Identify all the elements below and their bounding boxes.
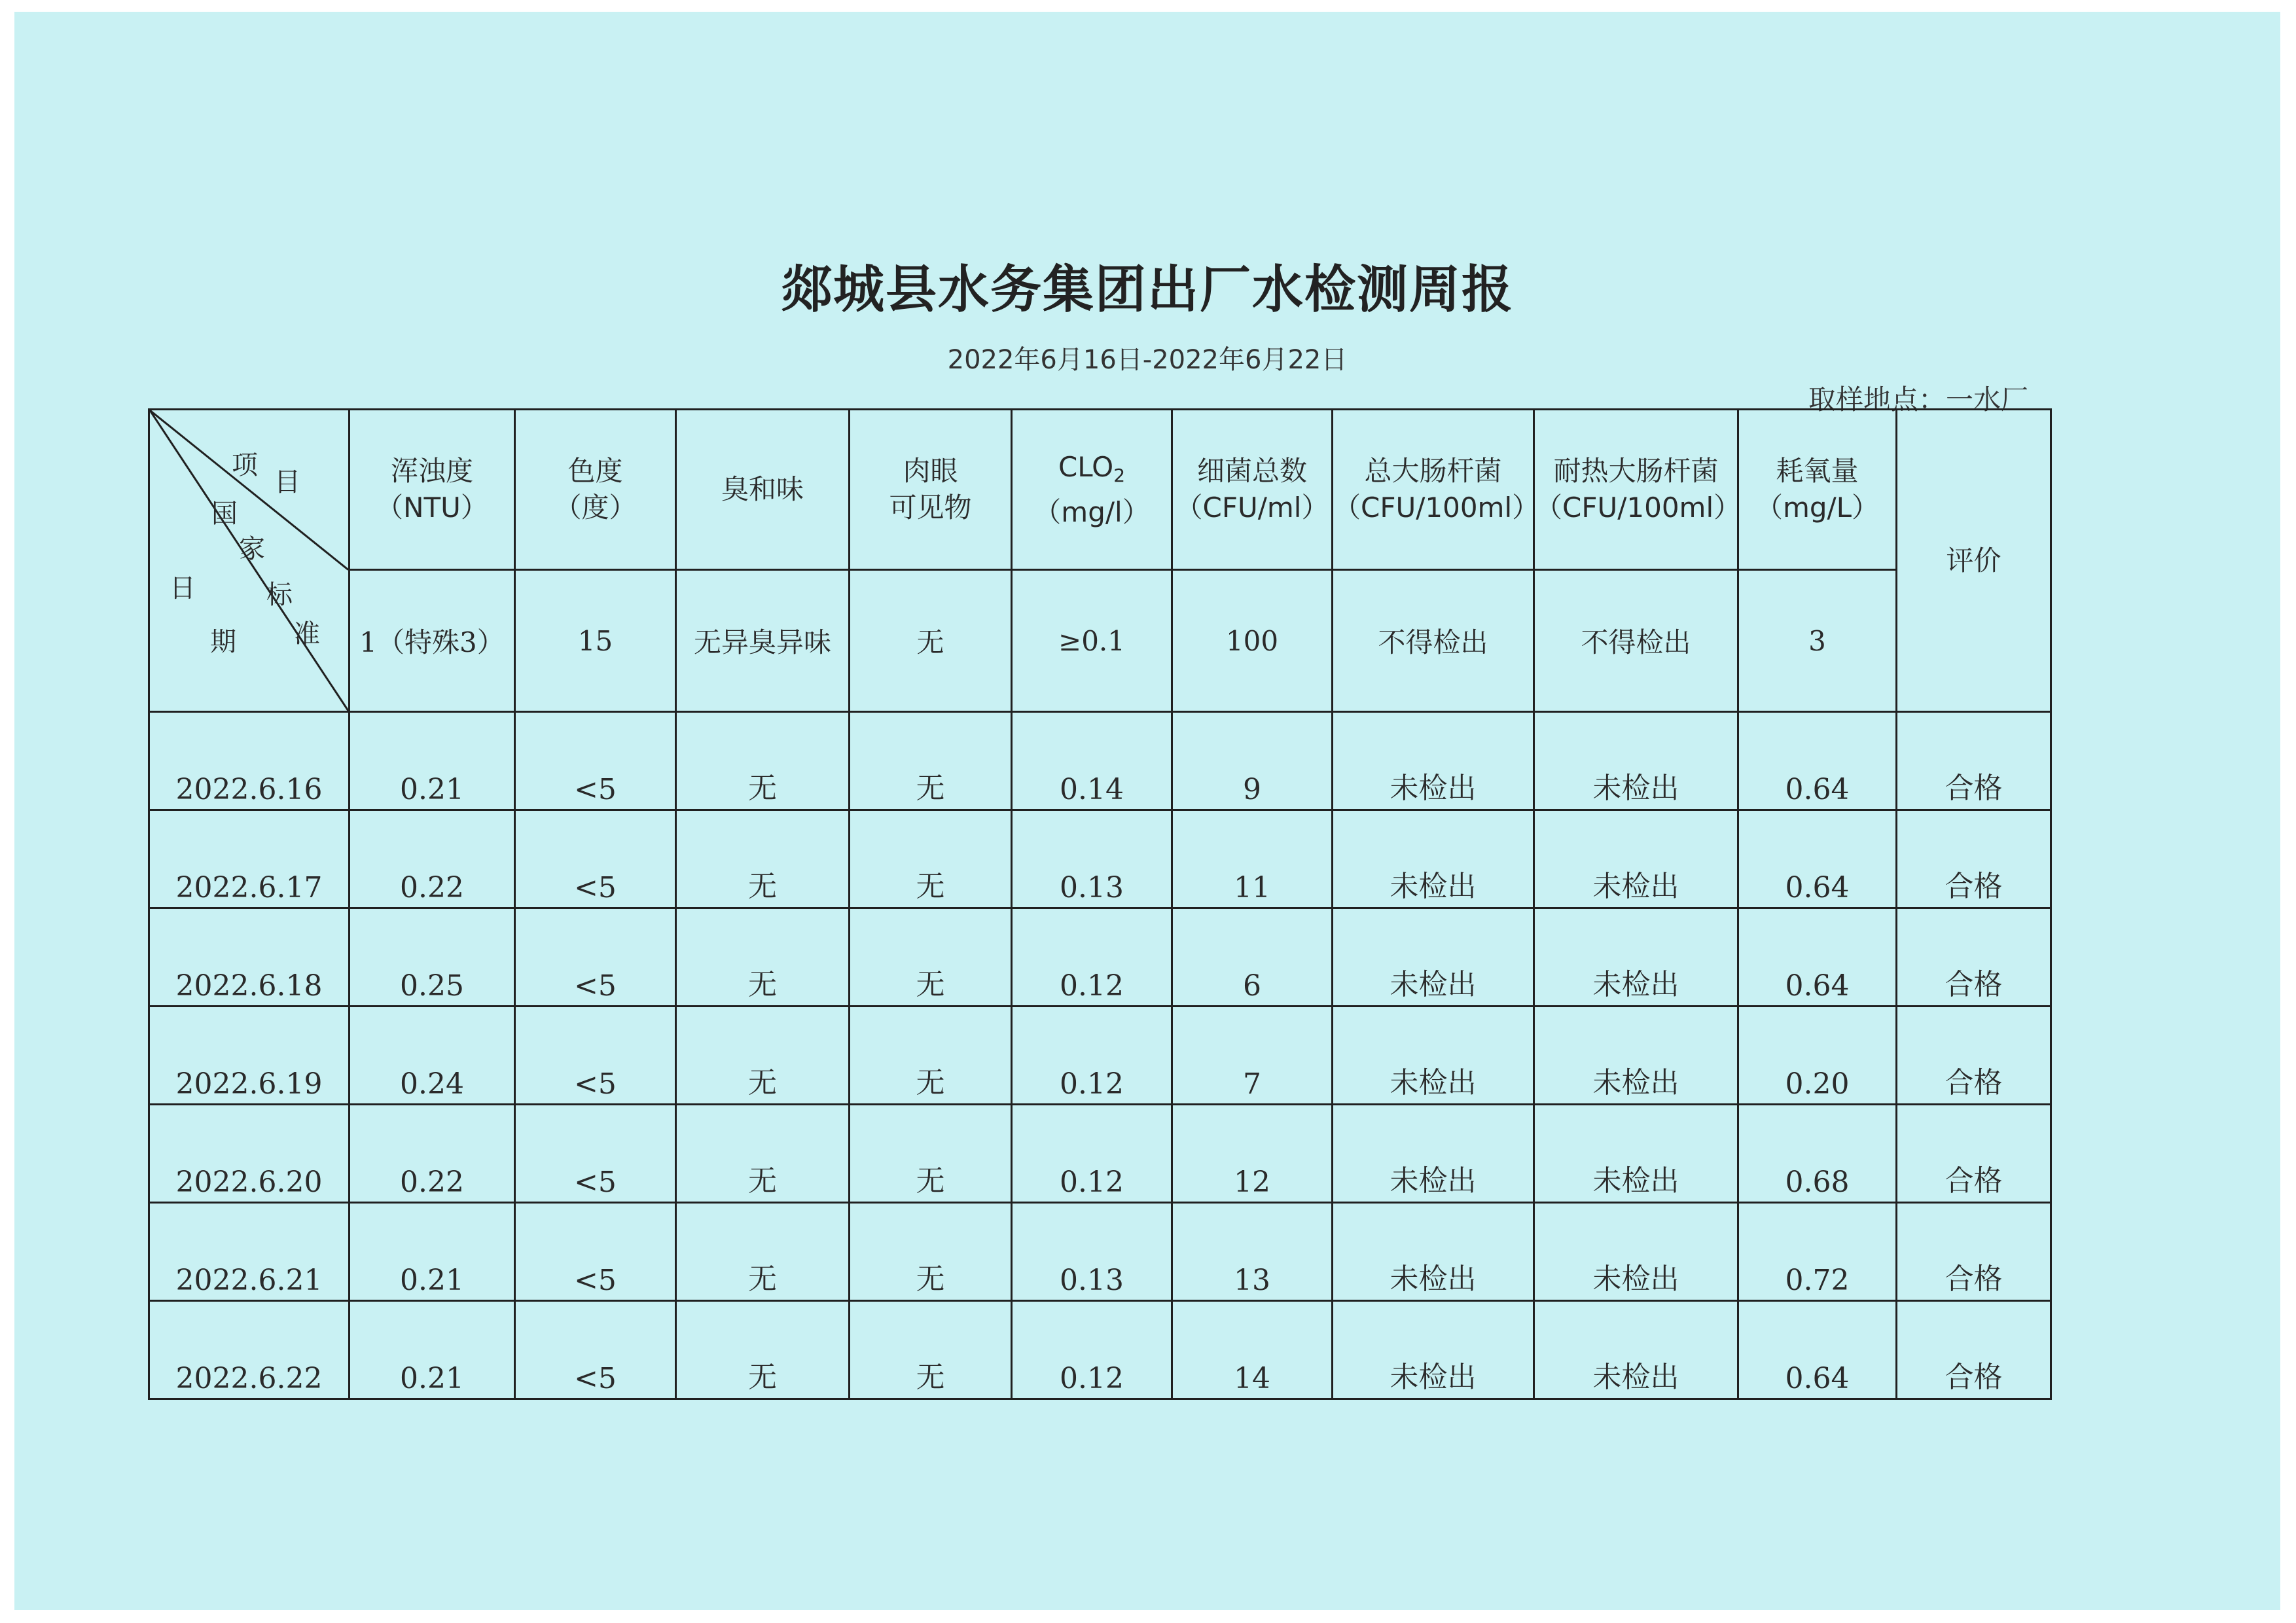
cell-bacteria: 11 [1172, 810, 1333, 908]
cell-color: <5 [515, 908, 676, 1007]
cell-turbidity: 0.25 [350, 908, 515, 1007]
table-row [149, 1203, 2051, 1301]
cell-bacteria: 6 [1172, 908, 1333, 1007]
cell-date: 2022.6.19 [149, 1007, 350, 1105]
corner-item-char: 目 [274, 467, 300, 497]
cell-visible: 无 [850, 1007, 1012, 1105]
cell-turbidity: 0.21 [350, 712, 515, 810]
cell-bacteria: 13 [1172, 1203, 1333, 1301]
cell-odor: 无 [676, 1105, 850, 1203]
cell-odor: 无 [676, 810, 850, 908]
cell-clo2: 0.14 [1012, 712, 1172, 810]
cell-thermo-coliform: 未检出 [1534, 1301, 1738, 1399]
cell-color: <5 [515, 1007, 676, 1105]
cell-visible: 无 [850, 810, 1012, 908]
cell-bacteria: 9 [1172, 712, 1333, 810]
cell-thermo-coliform: 未检出 [1534, 1007, 1738, 1105]
cell-date: 2022.6.16 [149, 712, 350, 810]
cell-clo2: 0.13 [1012, 1203, 1172, 1301]
cell-odor: 无 [676, 1301, 850, 1399]
cell-evaluation: 合格 [1897, 908, 2051, 1007]
cell-visible: 无 [850, 908, 1012, 1007]
cell-thermo-coliform: 未检出 [1534, 810, 1738, 908]
cell-date: 2022.6.17 [149, 810, 350, 908]
col-header-evaluation: 评价 [1897, 410, 2051, 712]
cell-odor: 无 [676, 908, 850, 1007]
cell-evaluation: 合格 [1897, 1105, 2051, 1203]
cell-color: <5 [515, 712, 676, 810]
standard-value: 无异臭异味 [676, 570, 850, 712]
cell-coliform: 未检出 [1333, 712, 1534, 810]
corner-date-char: 期 [210, 627, 236, 657]
cell-turbidity: 0.22 [350, 810, 515, 908]
corner-standard-char: 标 [266, 580, 293, 610]
standard-value: 15 [515, 570, 676, 712]
corner-standard-char: 准 [294, 619, 320, 649]
corner-standard-char: 家 [239, 534, 265, 564]
col-name: 肉眼 [903, 455, 958, 487]
col-name: 浑浊度 [390, 455, 473, 487]
cell-color: <5 [515, 810, 676, 908]
cell-coliform: 未检出 [1333, 1203, 1534, 1301]
water-quality-table [148, 408, 2052, 1400]
col-header-thermo-coliform [1534, 410, 1742, 570]
cell-date: 2022.6.20 [149, 1105, 350, 1203]
col-name: 臭和味 [721, 473, 804, 505]
standard-value: 无 [850, 570, 1012, 712]
standard-value: 100 [1172, 570, 1333, 712]
cell-turbidity: 0.21 [350, 1203, 515, 1301]
cell-coliform: 未检出 [1333, 908, 1534, 1007]
standard-row [149, 570, 2051, 712]
col-unit: 可见物 [889, 491, 972, 524]
cell-evaluation: 合格 [1897, 810, 2051, 908]
cell-color: <5 [515, 1105, 676, 1203]
cell-cod: 0.64 [1738, 712, 1897, 810]
cell-evaluation: 合格 [1897, 1007, 2051, 1105]
cell-visible: 无 [850, 1301, 1012, 1399]
cell-cod: 0.64 [1738, 1301, 1897, 1399]
cell-cod: 0.72 [1738, 1203, 1897, 1301]
col-name: 耐热大肠杆菌 [1553, 455, 1719, 487]
standard-value: 不得检出 [1534, 570, 1738, 712]
cell-odor: 无 [676, 712, 850, 810]
report-title: 郯城县水务集团出厂水检测周报 [780, 260, 1514, 319]
cell-coliform: 未检出 [1333, 810, 1534, 908]
corner-date-char: 日 [170, 573, 196, 603]
col-header-coliform [1333, 410, 1540, 570]
standard-value: ≥0.1 [1012, 570, 1172, 712]
col-name: 色度 [567, 455, 623, 487]
table-row [149, 810, 2051, 908]
cell-cod: 0.20 [1738, 1007, 1897, 1105]
standard-value: 1（特殊3） [350, 570, 515, 712]
cell-clo2: 0.13 [1012, 810, 1172, 908]
cell-evaluation: 合格 [1897, 712, 2051, 810]
col-subscript: 2 [1113, 464, 1126, 486]
col-unit: （NTU） [376, 491, 488, 524]
report-date-range: 2022年6月16日-2022年6月22日 [947, 345, 1348, 375]
table-row [149, 908, 2051, 1007]
cell-cod: 0.64 [1738, 810, 1897, 908]
col-unit: （mg/L） [1755, 491, 1880, 524]
cell-turbidity: 0.21 [350, 1301, 515, 1399]
cell-evaluation: 合格 [1897, 1203, 2051, 1301]
cell-thermo-coliform: 未检出 [1534, 908, 1738, 1007]
header-row [149, 410, 2051, 570]
cell-bacteria: 12 [1172, 1105, 1333, 1203]
cell-date: 2022.6.18 [149, 908, 350, 1007]
cell-odor: 无 [676, 1007, 850, 1105]
cell-date: 2022.6.22 [149, 1301, 350, 1399]
col-unit: （CFU/100ml） [1535, 491, 1742, 524]
cell-visible: 无 [850, 1105, 1012, 1203]
col-header-turbidity [350, 410, 515, 570]
cell-evaluation: 合格 [1897, 1301, 2051, 1399]
cell-clo2: 0.12 [1012, 1007, 1172, 1105]
cell-turbidity: 0.22 [350, 1105, 515, 1203]
cell-coliform: 未检出 [1333, 1301, 1534, 1399]
cell-clo2: 0.12 [1012, 1105, 1172, 1203]
cell-odor: 无 [676, 1203, 850, 1301]
col-header-clo2 [1012, 410, 1172, 570]
col-name: CLO [1058, 450, 1114, 483]
col-header-odor [676, 410, 850, 570]
cell-cod: 0.64 [1738, 908, 1897, 1007]
col-header-color [515, 410, 676, 570]
cell-visible: 无 [850, 1203, 1012, 1301]
cell-coliform: 未检出 [1333, 1007, 1534, 1105]
col-unit: （CFU/ml） [1175, 491, 1329, 524]
col-unit: （mg/l） [1033, 495, 1150, 528]
cell-color: <5 [515, 1203, 676, 1301]
table-row [149, 1105, 2051, 1203]
cell-thermo-coliform: 未检出 [1534, 1105, 1738, 1203]
col-unit: （度） [554, 491, 637, 524]
col-header-cod [1738, 410, 1897, 570]
cell-visible: 无 [850, 712, 1012, 810]
sampling-location: 取样地点：一水厂 [1808, 383, 2028, 416]
corner-item-char: 项 [232, 450, 258, 480]
col-header-bacteria [1172, 410, 1333, 570]
cell-clo2: 0.12 [1012, 908, 1172, 1007]
col-name: 耗氧量 [1776, 455, 1859, 487]
cell-thermo-coliform: 未检出 [1534, 1203, 1738, 1301]
cell-bacteria: 7 [1172, 1007, 1333, 1105]
table-row [149, 712, 2051, 810]
table-row [149, 1301, 2051, 1399]
cell-date: 2022.6.21 [149, 1203, 350, 1301]
cell-coliform: 未检出 [1333, 1105, 1534, 1203]
table-row [149, 1007, 2051, 1105]
standard-value: 不得检出 [1333, 570, 1534, 712]
corner-header-cell [149, 410, 350, 712]
standard-value: 3 [1738, 570, 1897, 712]
cell-turbidity: 0.24 [350, 1007, 515, 1105]
cell-bacteria: 14 [1172, 1301, 1333, 1399]
cell-thermo-coliform: 未检出 [1534, 712, 1738, 810]
col-header-visible [850, 410, 1012, 570]
cell-cod: 0.68 [1738, 1105, 1897, 1203]
col-name: 细菌总数 [1196, 455, 1307, 487]
corner-standard-char: 国 [211, 499, 238, 529]
col-name: 总大肠杆菌 [1364, 455, 1502, 487]
cell-clo2: 0.12 [1012, 1301, 1172, 1399]
cell-color: <5 [515, 1301, 676, 1399]
col-unit: （CFU/100ml） [1333, 491, 1540, 524]
